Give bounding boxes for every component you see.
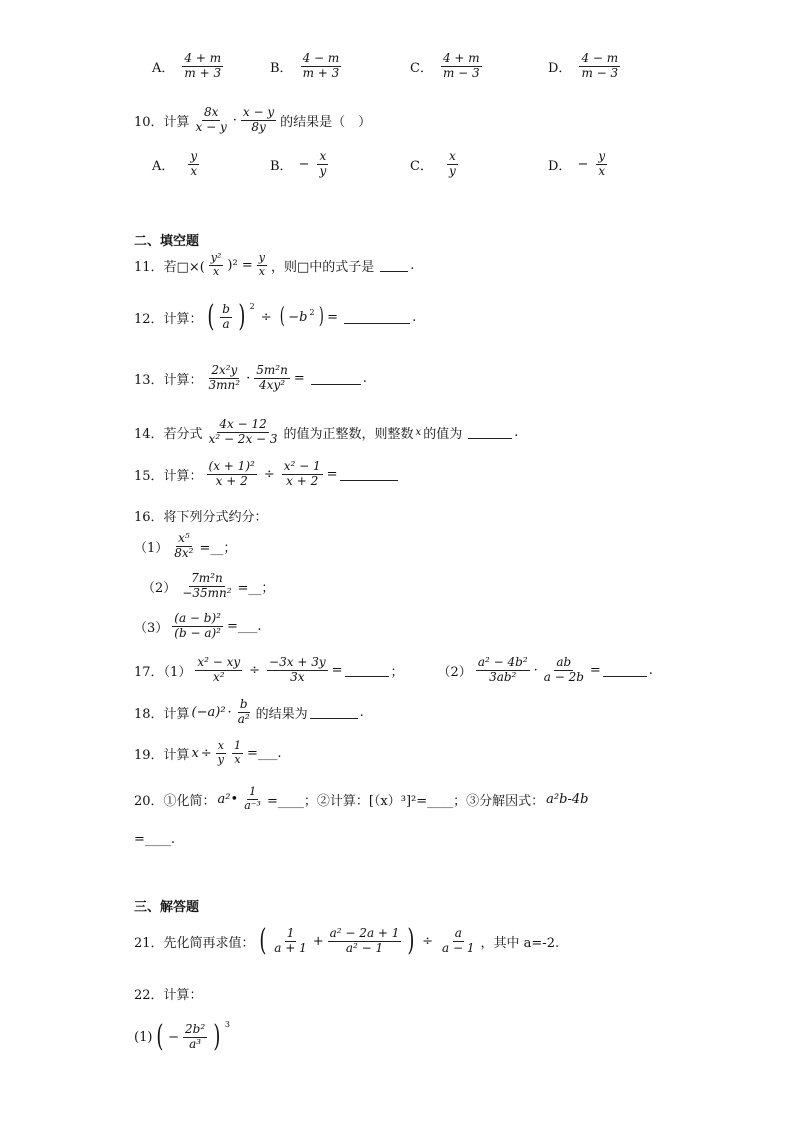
fraction: 8x x − y — [195, 105, 227, 134]
fraction: 4 + m m − 3 — [442, 50, 480, 80]
answer-blank[interactable] — [311, 372, 361, 385]
fraction: 4 − m m − 3 — [581, 50, 619, 80]
question-19: 19．计算 x ÷ $\frac{x}{y}$ $\frac{1}{x}$ =___. — [134, 739, 282, 766]
fraction: b a — [222, 301, 230, 331]
question-20: 20．①化简： a²• $\frac{1}{\text{a⁻³}}$ =____；②计算：[（x）³]²=____；③分解因式： a²b-4b — [134, 785, 589, 812]
question-22-title: 22．计算： — [134, 988, 203, 1003]
fraction: $\frac{x}{y}$ — [319, 149, 327, 178]
fraction: $\frac{x}{y}$ — [217, 739, 225, 766]
question-12: 12．计算： ( b a ) $^2$ ÷ ( −b $^2$ ) = . — [134, 299, 417, 334]
fraction: $\frac{1}{x}$ — [234, 739, 242, 766]
q9-option-b — [270, 52, 343, 81]
fraction: y x — [190, 149, 198, 178]
fraction: 4 + m m + 3 — [184, 50, 222, 80]
fraction: $\frac{\text{(x + 1)²}}{x + 2}$ — [208, 459, 255, 488]
option-label: C． — [410, 60, 433, 76]
question-18: 18．计算 (−a)² · b a² 的结果为 . — [134, 697, 364, 726]
answer-blank[interactable] — [603, 664, 647, 677]
option-label: B． — [270, 60, 293, 76]
fraction: 4 − m m + 3 — [302, 50, 340, 80]
fraction: $\frac{y}{x}$ — [258, 251, 265, 278]
fraction: x y — [448, 149, 456, 178]
q16-item-2: （2） $\frac{\text{7m²n}}{\text{−35mn²}}$ =__； — [142, 571, 275, 600]
fraction: 4x − 12 x² − 2x − 3 — [208, 417, 278, 446]
question-16-title: 16．将下列分式约分： — [134, 510, 268, 525]
fraction: b a² — [237, 697, 250, 726]
option-label: A． — [152, 60, 175, 76]
section-heading-fill-in: 二、填空题 — [134, 234, 200, 249]
fraction: 2x²y 3mn² — [208, 363, 241, 392]
question-17: 17．（1） $\frac{\text{x² − xy}}{\text{x²}}$ ÷ $\frac{-3x + 3y}{3x}$ = ； （2） a² − 4b² 3ab² · $\frac{ab}{a - 2b}$ = . — [134, 655, 653, 684]
q10-option-a: A． y x — [152, 149, 198, 178]
question-22-part-1: (1) ( − $\frac{\text{2b²}}{\text{a³}}$ ) $^3$ — [134, 1019, 230, 1054]
fraction: $\frac{\text{(a − b)²}}{\text{(b − a)²}}$ — [174, 611, 221, 640]
q9-option-d — [548, 52, 622, 81]
q9-option-c — [410, 52, 484, 81]
fraction: $\frac{\text{a² − 2a + 1}}{\text{a² − 1}}$ — [329, 925, 400, 955]
option-label: D． — [548, 60, 572, 76]
fraction: $\frac{\text{5m²n}}{\text{4xy²}}$ — [256, 363, 288, 392]
q10-options — [152, 150, 622, 186]
fraction: $\frac{\text{7m²n}}{\text{−35mn²}}$ — [182, 571, 232, 600]
question-20-line2: =____. — [134, 832, 176, 847]
question-21: 21．先化简再求值： ( 1 a + 1 + $\frac{\text{a² − 2a + 1}}{\text{a² − 1}}$ ) ÷ $\frac{a}{a - 1}$ ，其中 a=-2. — [134, 923, 560, 958]
answer-blank[interactable] — [310, 706, 358, 719]
section-heading-solve: 三、解答题 — [134, 900, 200, 915]
answer-blank[interactable] — [345, 664, 389, 677]
fraction: $\frac{1}{\text{a⁻³}}$ — [244, 785, 261, 812]
question-10: 10．计算 8x x − y · x − y 8y 的结果是（ ） — [134, 105, 372, 134]
fraction: x − y 8y — [242, 105, 275, 134]
question-15: 15．计算： $\frac{\text{(x + 1)²}}{x + 2}$ ÷ $\frac{\text{x² − 1}}{x + 2}$ = — [134, 460, 398, 489]
fraction: $\frac{a}{a - 1}$ — [442, 925, 475, 955]
fraction: $\frac{y}{x}$ — [598, 149, 606, 178]
answer-blank[interactable] — [340, 468, 398, 481]
answer-blank[interactable] — [344, 311, 410, 324]
fraction: $\frac{ab}{a - 2b}$ — [543, 655, 584, 684]
question-13: 13．计算： 2x²y 3mn² · $\frac{\text{5m²n}}{\text{4xy²}}$ = . — [134, 363, 367, 392]
q16-item-1: （1） $\frac{\text{x⁵}}{\text{8x²}}$ =__； — [134, 531, 237, 560]
question-11: 11．若□×( y² x )² = $\frac{y}{x}$ ，则□中的式子是 . — [134, 251, 415, 278]
fraction: $\frac{\text{x² − xy}}{\text{x²}}$ — [197, 655, 241, 684]
q10-option-c: C． x y — [410, 149, 456, 178]
q10-option-d: D． − $\frac{y}{x}$ — [548, 149, 606, 178]
answer-blank[interactable] — [380, 259, 408, 272]
question-14: 14．若分式 4x − 12 x² − 2x − 3 的值为正整数，则整数 x 的值为 . — [134, 417, 519, 446]
fraction: $\frac{\text{x² − 1}}{x + 2}$ — [283, 459, 321, 488]
fraction: $\frac{-3x + 3y}{3x}$ — [269, 655, 326, 684]
fraction: $\frac{\text{x⁵}}{\text{8x²}}$ — [174, 531, 194, 560]
fraction: a² − 4b² 3ab² — [477, 655, 528, 684]
q16-item-3: （3） $\frac{\text{(a − b)²}}{\text{(b − a)²}}$ =___. — [134, 611, 262, 640]
fraction: y² x — [210, 251, 222, 278]
fraction: 1 a + 1 — [274, 925, 307, 955]
q10-option-b: B． − $\frac{x}{y}$ — [270, 149, 327, 178]
answer-blank[interactable] — [468, 426, 512, 439]
fraction: $\frac{\text{2b²}}{\text{a³}}$ — [185, 1021, 206, 1051]
q9-option-a — [152, 52, 225, 81]
